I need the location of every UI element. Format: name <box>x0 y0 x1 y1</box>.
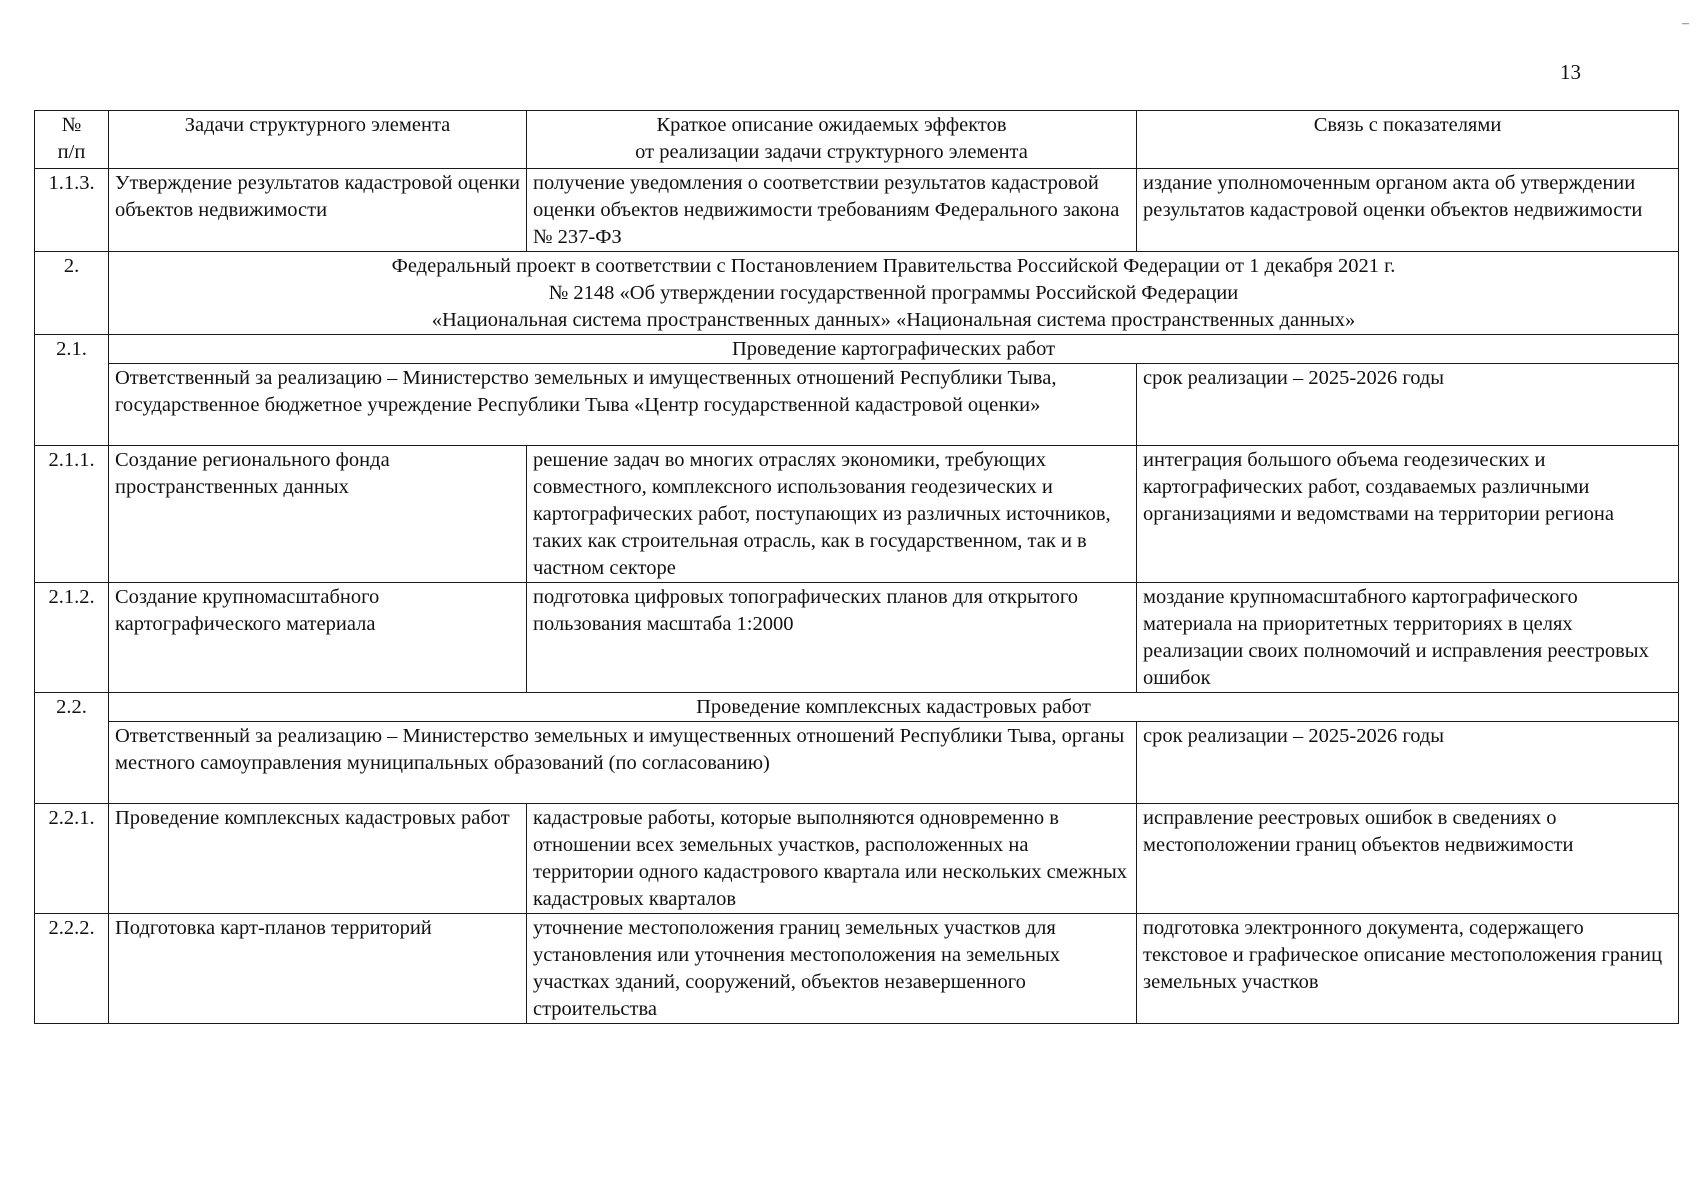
row-number: 1.1.3. <box>35 169 109 252</box>
row-link: издание уполномоченным органом акта об утверждении результатов кадастровой оценки объектов недвижимости <box>1137 169 1679 252</box>
row-number: 2.2. <box>35 693 109 804</box>
header-effects-line1: Краткое описание ожидаемых эффектов <box>656 114 1007 136</box>
row-task: Создание крупномасштабного картографического материала <box>109 583 527 693</box>
header-number <box>35 111 109 169</box>
federal-project-line2: № 2148 «Об утверждении государственной программы Российской Федерации <box>548 282 1239 304</box>
row-effect: подготовка цифровых топографических планов для открытого пользования масштаба 1:2000 <box>527 583 1137 693</box>
row-number: 2.1. <box>35 335 109 446</box>
table-row <box>35 446 1679 583</box>
section-row <box>35 693 1679 722</box>
header-link: Связь с показателями <box>1137 111 1679 169</box>
section-row <box>35 335 1679 364</box>
responsible-text: Ответственный за реализацию – Министерство земельных и имущественных отношений Республики Тыва, государственное бюджетное учреждение Республики Тыва «Центр государственной кадастровой оценки» <box>109 364 1137 446</box>
row-link: моздание крупномасштабного картографического материала на приоритетных территориях в целях реализации своих полномочий и исправления реестровых ошибок <box>1137 583 1679 693</box>
header-number-line1: № <box>61 114 82 136</box>
table-row <box>35 804 1679 914</box>
table-header-row <box>35 111 1679 169</box>
row-number: 2.1.2. <box>35 583 109 693</box>
row-link: исправление реестровых ошибок в сведениях о местоположении границ объектов недвижимости <box>1137 804 1679 914</box>
header-tasks: Задачи структурного элемента <box>109 111 527 169</box>
row-effect: уточнение местоположения границ земельных участков для установления или уточнения местоположения на земельных участках зданий, сооружений, объектов незавершенного строительства <box>527 914 1137 1024</box>
federal-project-line3: «Национальная система пространственных данных» «Национальная система пространственных данных» <box>431 309 1356 331</box>
row-task: Проведение комплексных кадастровых работ <box>109 804 527 914</box>
row-number: 2.2.2. <box>35 914 109 1024</box>
section-title: Проведение картографических работ <box>109 335 1679 364</box>
federal-project-title <box>109 252 1679 335</box>
row-effect: кадастровые работы, которые выполняются одновременно в отношении всех земельных участков, расположенных на территории одного кадастрового квартала или нескольких смежных кадастровых кварталов <box>527 804 1137 914</box>
responsible-row <box>35 722 1679 804</box>
federal-project-line1: Федеральный проект в соответствии с Постановлением Правительства Российской Федерации от 1 декабря 2021 г. <box>391 255 1396 277</box>
corner-mark: – <box>1682 16 1689 31</box>
row-effect: решение задач во многих отраслях экономики, требующих совместного, комплексного использования геодезических и картографических работ, поступающих из различных источников, таких как строительная отрасль, как в государственном, так и в частном секторе <box>527 446 1137 583</box>
responsible-row <box>35 364 1679 446</box>
term-text: срок реализации – 2025-2026 годы <box>1137 722 1679 804</box>
table-row <box>35 583 1679 693</box>
table-row <box>35 914 1679 1024</box>
header-number-line2: п/п <box>57 141 86 163</box>
structural-element-table <box>34 110 1679 1024</box>
row-task: Подготовка карт-планов территорий <box>109 914 527 1024</box>
row-task: Утверждение результатов кадастровой оценки объектов недвижимости <box>109 169 527 252</box>
header-effects <box>527 111 1137 169</box>
table-row <box>35 169 1679 252</box>
section-title: Проведение комплексных кадастровых работ <box>109 693 1679 722</box>
row-number: 2.2.1. <box>35 804 109 914</box>
row-task: Создание регионального фонда пространственных данных <box>109 446 527 583</box>
federal-project-row <box>35 252 1679 335</box>
row-link: подготовка электронного документа, содержащего текстовое и графическое описание местоположения границ земельных участков <box>1137 914 1679 1024</box>
page-number: 13 <box>1560 60 1581 84</box>
row-link: интеграция большого объема геодезических и картографических работ, создаваемых различными организациями и ведомствами на территории региона <box>1137 446 1679 583</box>
row-effect: получение уведомления о соответствии результатов кадастровой оценки объектов недвижимости требованиям Федерального закона № 237-ФЗ <box>527 169 1137 252</box>
responsible-text: Ответственный за реализацию – Министерство земельных и имущественных отношений Республики Тыва, органы местного самоуправления муниципальных образований (по согласованию) <box>109 722 1137 804</box>
row-number: 2.1.1. <box>35 446 109 583</box>
term-text: срок реализации – 2025-2026 годы <box>1137 364 1679 446</box>
row-number: 2. <box>35 252 109 335</box>
header-effects-line2: от реализации задачи структурного элемента <box>635 141 1028 163</box>
